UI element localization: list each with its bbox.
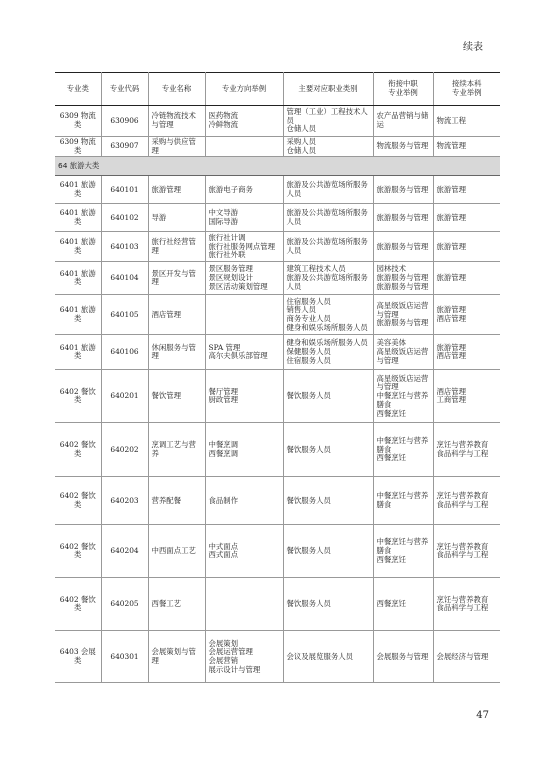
cell-code: 640104	[101, 262, 148, 295]
cell-major-name: 西餐工艺	[148, 578, 205, 631]
cell-occupation-categories: 管理（工业）工程技术人员 仓储人员	[283, 106, 373, 137]
cell-secondary-majors: 美容美体 高星级饭店运营与管理	[373, 335, 433, 370]
cell-occupation-categories: 采购人员 仓储人员	[283, 137, 373, 157]
cell-code: 630906	[101, 106, 148, 137]
cell-category: 6401 旅游类	[55, 295, 101, 335]
cell-occupation-categories: 餐饮服务人员	[283, 578, 373, 631]
cell-secondary-majors: 高星级饭店运营与管理 旅游服务与管理	[373, 295, 433, 335]
cell-occupation-categories: 旅游及公共游览场所服务人员	[283, 176, 373, 204]
cell-category: 6401 旅游类	[55, 262, 101, 295]
cell-direction-examples: SPA 管理 高尔夫俱乐部管理	[205, 335, 283, 370]
header-occupation-categories: 主要对应职业类别	[283, 73, 373, 106]
table-row	[55, 525, 500, 578]
table-row	[55, 631, 500, 683]
cell-major-name: 中西面点工艺	[148, 525, 205, 578]
table-row	[55, 295, 500, 335]
header-code: 专业代码	[101, 73, 148, 106]
cell-direction-examples: 中式面点 西式面点	[205, 525, 283, 578]
table-row	[55, 106, 500, 137]
cell-major-name: 休闲服务与管理	[148, 335, 205, 370]
cell-occupation-categories: 会议及展览服务人员	[283, 631, 373, 683]
cell-category: 6402 餐饮类	[55, 477, 101, 525]
cell-major-name: 营养配餐	[148, 477, 205, 525]
cell-code: 640103	[101, 232, 148, 262]
cell-direction-examples	[205, 295, 283, 335]
cell-occupation-categories: 建筑工程技术人员 旅游及公共游览场所服务人员	[283, 262, 373, 295]
cell-undergrad-majors: 旅游管理	[433, 176, 500, 204]
cell-code: 640101	[101, 176, 148, 204]
cell-occupation-categories: 餐饮服务人员	[283, 423, 373, 477]
cell-undergrad-majors: 物流管理	[433, 137, 500, 157]
header-major-name: 专业名称	[148, 73, 205, 106]
cell-secondary-majors: 中餐烹饪与营养膳食	[373, 477, 433, 525]
cell-undergrad-majors: 旅游管理	[433, 232, 500, 262]
cell-major-name: 餐饮管理	[148, 370, 205, 423]
cell-secondary-majors: 旅游服务与管理	[373, 176, 433, 204]
cell-undergrad-majors: 烹饪与营养教育 食品科学与工程	[433, 578, 500, 631]
cell-occupation-categories: 餐饮服务人员	[283, 525, 373, 578]
cell-direction-examples: 景区服务管理 景区规划设计 景区活动策划管理	[205, 262, 283, 295]
cell-category: 6402 餐饮类	[55, 423, 101, 477]
cell-direction-examples: 餐厅管理 厨政管理	[205, 370, 283, 423]
cell-secondary-majors: 会展服务与管理	[373, 631, 433, 683]
cell-occupation-categories: 住宿服务人员 销售人员 商务专业人员 健身和娱乐场所服务人员	[283, 295, 373, 335]
cell-secondary-majors: 高星级饭店运营与管理 中餐烹饪与营养膳食 西餐烹饪	[373, 370, 433, 423]
cell-secondary-majors: 园林技术 旅游服务与管理 旅游服务与管理	[373, 262, 433, 295]
cell-direction-examples: 旅行社计调 旅行社服务网点管理 旅行社外联	[205, 232, 283, 262]
cell-undergrad-majors: 旅游管理 酒店管理	[433, 295, 500, 335]
cell-occupation-categories: 餐饮服务人员	[283, 477, 373, 525]
cell-major-name: 景区开发与管理	[148, 262, 205, 295]
table-row	[55, 578, 500, 631]
table-row	[55, 232, 500, 262]
cell-secondary-majors: 农产品营销与储运	[373, 106, 433, 137]
table-row	[55, 204, 500, 232]
cell-category: 6403 会展类	[55, 631, 101, 683]
cell-undergrad-majors: 烹饪与营养教育 食品科学与工程	[433, 477, 500, 525]
cell-code: 640102	[101, 204, 148, 232]
table-row	[55, 335, 500, 370]
cell-direction-examples	[205, 578, 283, 631]
header-category: 专业类	[55, 73, 101, 106]
cell-major-name: 旅游管理	[148, 176, 205, 204]
cell-secondary-majors: 中餐烹饪与营养膳食 西餐烹饪	[373, 525, 433, 578]
cell-direction-examples	[205, 137, 283, 157]
cell-direction-examples: 食品制作	[205, 477, 283, 525]
cell-major-name: 酒店管理	[148, 295, 205, 335]
table-row	[55, 477, 500, 525]
cell-undergrad-majors: 会展经济与管理	[433, 631, 500, 683]
cell-undergrad-majors: 烹饪与营养教育 食品科学与工程	[433, 525, 500, 578]
cell-code: 640105	[101, 295, 148, 335]
cell-secondary-majors: 西餐烹饪	[373, 578, 433, 631]
cell-code: 640301	[101, 631, 148, 683]
header-undergrad-majors: 接续本科 专业举例	[433, 73, 500, 106]
table-row	[55, 370, 500, 423]
table-body	[55, 106, 500, 683]
cell-code: 640202	[101, 423, 148, 477]
table-row	[55, 423, 500, 477]
table-row	[55, 262, 500, 295]
cell-category: 6401 旅游类	[55, 204, 101, 232]
cell-major-name: 旅行社经营管理	[148, 232, 205, 262]
cell-code: 640201	[101, 370, 148, 423]
cell-category: 6309 物流类	[55, 106, 101, 137]
table-row	[55, 137, 500, 157]
cell-code: 640205	[101, 578, 148, 631]
cell-code: 640203	[101, 477, 148, 525]
cell-category: 6402 餐饮类	[55, 578, 101, 631]
cell-occupation-categories: 旅游及公共游览场所服务人员	[283, 204, 373, 232]
cell-major-name: 冷链物流技术与管理	[148, 106, 205, 137]
cell-code: 640106	[101, 335, 148, 370]
cell-secondary-majors: 中餐烹饪与营养膳食 西餐烹饪	[373, 423, 433, 477]
cell-undergrad-majors: 旅游管理	[433, 204, 500, 232]
cell-major-name: 导游	[148, 204, 205, 232]
header-secondary-majors: 衔接中职 专业举例	[373, 73, 433, 106]
cell-secondary-majors: 旅游服务与管理	[373, 232, 433, 262]
cell-undergrad-majors: 旅游管理 酒店管理	[433, 335, 500, 370]
cell-category: 6401 旅游类	[55, 176, 101, 204]
cell-secondary-majors: 旅游服务与管理	[373, 204, 433, 232]
page-number: 47	[476, 710, 489, 721]
cell-undergrad-majors: 物流工程	[433, 106, 500, 137]
cell-direction-examples: 旅游电子商务	[205, 176, 283, 204]
cell-category: 6401 旅游类	[55, 335, 101, 370]
cell-occupation-categories: 餐饮服务人员	[283, 370, 373, 423]
cell-major-name: 会展策划与管理	[148, 631, 205, 683]
section-row	[55, 157, 500, 176]
continued-label: 续表	[463, 42, 483, 53]
cell-category: 6402 餐饮类	[55, 525, 101, 578]
cell-code: 640204	[101, 525, 148, 578]
cell-undergrad-majors: 烹饪与营养教育 食品科学与工程	[433, 423, 500, 477]
cell-direction-examples: 会展策划 会展运营管理 会展营销 展示设计与管理	[205, 631, 283, 683]
cell-code: 630907	[101, 137, 148, 157]
cell-undergrad-majors: 酒店管理 工商管理	[433, 370, 500, 423]
cell-category: 6401 旅游类	[55, 232, 101, 262]
cell-direction-examples: 中文导游 国际导游	[205, 204, 283, 232]
cell-direction-examples: 中餐烹调 西餐烹调	[205, 423, 283, 477]
cell-occupation-categories: 旅游及公共游览场所服务人员	[283, 232, 373, 262]
cell-undergrad-majors: 旅游管理	[433, 262, 500, 295]
cell-category: 6402 餐饮类	[55, 370, 101, 423]
cell-secondary-majors: 物流服务与管理	[373, 137, 433, 157]
cell-occupation-categories: 健身和娱乐场所服务人员 保健服务人员 住宿服务人员	[283, 335, 373, 370]
header-direction-examples: 专业方向举例	[205, 73, 283, 106]
specialty-table	[55, 72, 500, 683]
table-header	[55, 73, 500, 106]
section-label: 64 旅游大类	[55, 157, 500, 176]
cell-major-name: 烹调工艺与营养	[148, 423, 205, 477]
header-row	[55, 73, 500, 106]
table-row	[55, 176, 500, 204]
cell-category: 6309 物流类	[55, 137, 101, 157]
cell-direction-examples: 医药物流 冷鲜物流	[205, 106, 283, 137]
cell-major-name: 采购与供应管理	[148, 137, 205, 157]
